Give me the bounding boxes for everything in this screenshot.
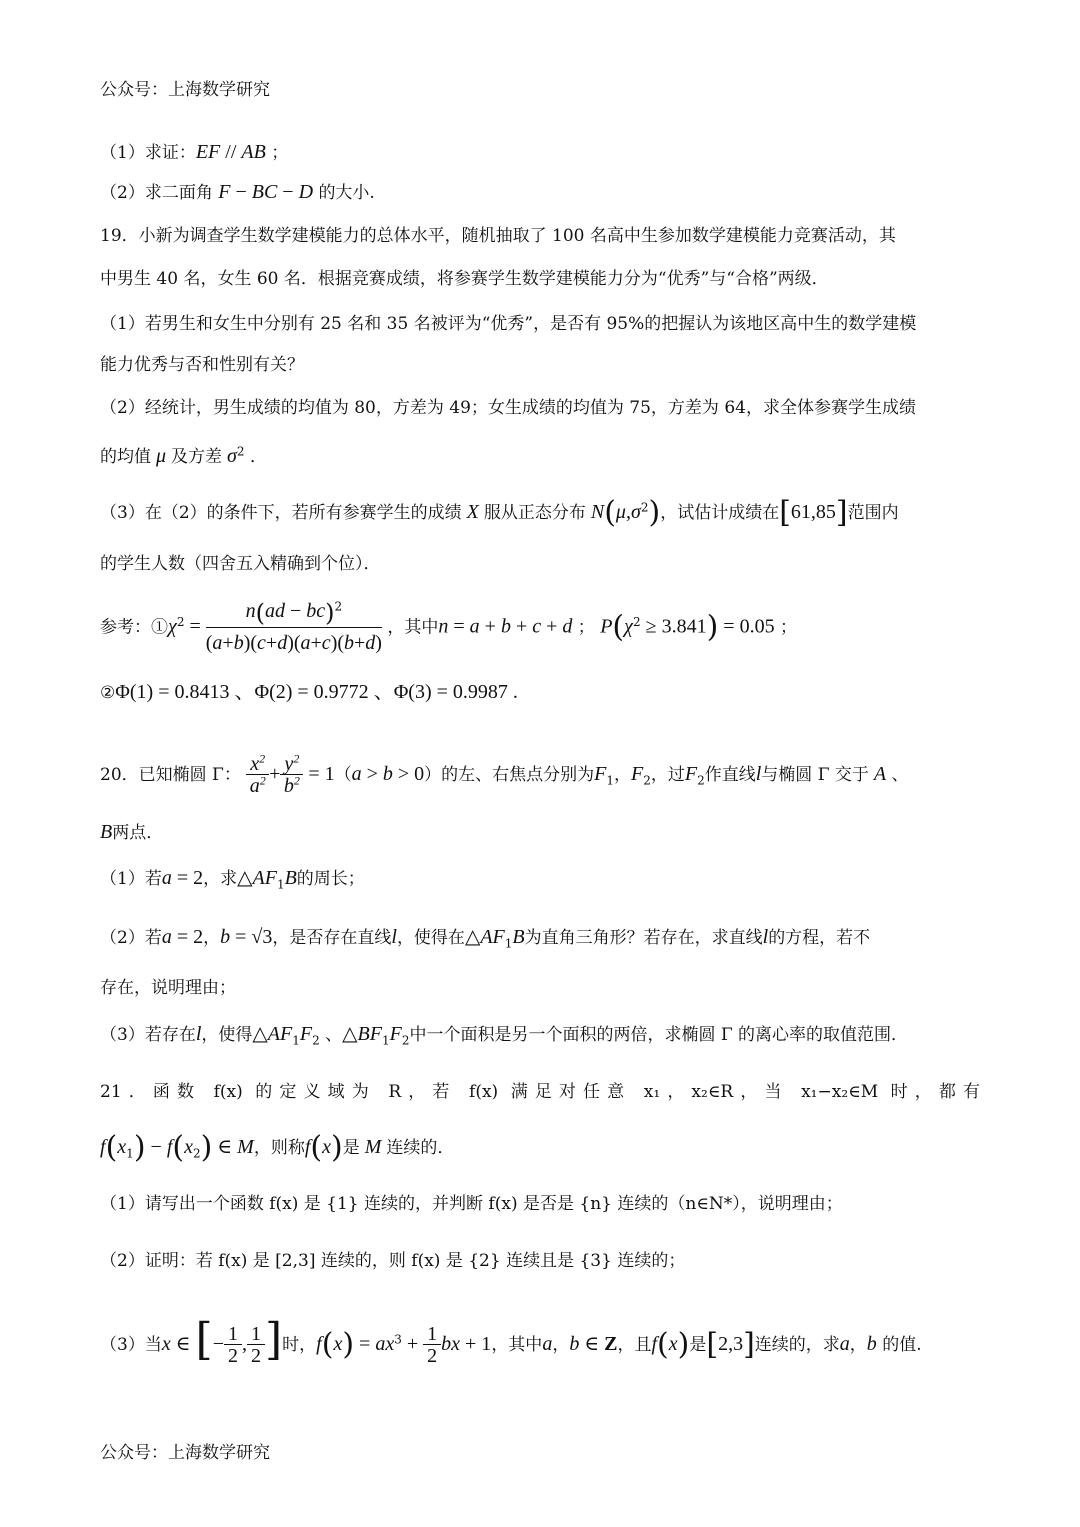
q21-part3-g: 的值. <box>882 1335 922 1355</box>
q18-part2-label: （2）求二面角 <box>100 183 213 203</box>
q21-part3-b: 时， <box>282 1335 317 1355</box>
q21-line2: $f(x_1) - f(x_2)$ ∈ M，则称f(x)是 M 连续的． <box>100 1130 455 1165</box>
page-header: 公众号：上海数学研究 <box>100 80 270 100</box>
q20-part2: （2）若a = 2，b = √3，是否存在直线l，使得在$\triangle AF_1B$为直角三角形？若存在，求直线l的方程，若不 <box>100 926 871 951</box>
q20-part2-b: ，是否存在直线 <box>272 928 392 948</box>
q20-part1-b: ，求 <box>203 869 238 889</box>
q21-line2-tail2: 是 <box>342 1138 360 1158</box>
page-footer: 公众号：上海数学研究 <box>100 1443 270 1463</box>
q19-line2: 中男生 40 名，女生 60 名．根据竞赛成绩，将参赛学生数学建模能力分为“优秀”与“合格”两级． <box>100 269 829 289</box>
q21-part3-d: ，且 <box>617 1335 652 1355</box>
q19-part3-b: 服从正态分布 <box>483 503 586 523</box>
q19-part3-a: （3）在（2）的条件下，若所有参赛学生的成绩 <box>100 503 462 523</box>
frac-x2-a2: $\frac{x^2}{a^2}$ <box>246 754 269 797</box>
q21-line2-tail: ，则称 <box>253 1138 305 1158</box>
q20-intro-c: ）的左、右焦点分别为 <box>424 765 595 785</box>
q20-intro-a: 20．已知椭圆 Γ： <box>100 765 241 785</box>
frac-y2-b2: $\frac{y^2}{b^2}$ <box>280 754 303 797</box>
q20-part2-d: 为直角三角形？若存在，求直线 <box>524 928 763 948</box>
q20-intro-b: （ <box>334 765 352 785</box>
q19-part2-line2b: 及方差 <box>171 447 223 467</box>
q20-part3-c: 中一个面积是另一个面积的两倍，求椭圆 Γ 的离心率的取值范围． <box>409 1025 909 1045</box>
q20-intro-f: 与椭圆 Γ 交于 <box>761 765 869 785</box>
q20-line2-text: 两点． <box>112 823 164 843</box>
q19-line1: 19．小新为调查学生数学建模能力的总体水平，随机抽取了 100 名高中生参加数学建模能力竞赛活动，其 <box>100 226 896 246</box>
phi-values: Φ(1) = 0.8413 、Φ(2) = 0.9772 、Φ(3) = 0.9987 . <box>115 681 518 703</box>
q20-part2-a: （2）若 <box>100 928 162 948</box>
q21-part1: （1）请写出一个函数 f(x) 是 {1} 连续的，并判断 f(x) 是否是 {n} 连续的（n∈N*），说明理由； <box>100 1194 843 1214</box>
q21-part3: （3）当x ∈ [− $\frac{1}{2}$ , $\frac{1}{2}$ ]时，$f(x) = ax^3$ + $\frac{1}{2}$ bx + 1，其中a，b ∈ Z，且f(x)是[2,3]连续的，求a，b 的值. <box>100 1314 922 1367</box>
chi-square-formula: $\frac{n(ad - bc)^2}{(a+b)(c+d)(a+c)(b+d)}$ <box>205 599 382 654</box>
q20-part3: （3）若存在l，使得$\triangle AF_1F_2$ 、$\triangle BF_1F_2$中一个面积是另一个面积的两倍，求椭圆 Γ 的离心率的取值范围． <box>100 1023 909 1048</box>
q20-intro-e: 作直线 <box>704 765 756 785</box>
q20-part3-b: ，使得 <box>201 1025 253 1045</box>
q19-part3-d: 范围内 <box>847 503 899 523</box>
q20-part2-e: 的方程，若不 <box>768 928 871 948</box>
q21-part3-a: （3）当 <box>100 1335 162 1355</box>
q19-part2-line2: 的均值 μ 及方差 $\sigma^2$ ． <box>100 444 267 467</box>
q19-part2-line1: （2）经统计，男生成绩的均值为 80，方差为 49；女生成绩的均值为 75，方差为 64，求全体参赛学生成绩 <box>100 398 916 418</box>
frac-one-half-neg: $\frac{1}{2}$ <box>224 1324 242 1367</box>
q18-part1-label: （1）求证： <box>100 143 196 163</box>
q21-part3-f: 连续的，求 <box>754 1335 840 1355</box>
q20-part1-a: （1）若 <box>100 869 162 889</box>
frac-one-half-b: $\frac{1}{2}$ <box>423 1324 441 1367</box>
q19-part1-line1: （1）若男生和女生中分别有 25 名和 35 名被评为“优秀”，是否有 95%的把握认为该地区高中生的数学建模 <box>100 314 917 334</box>
frac-one-half: $\frac{1}{2}$ <box>247 1324 265 1367</box>
q20-line2: B两点． <box>100 821 164 843</box>
q19-reference-mid: ，其中 <box>387 617 439 638</box>
q20-intro: 20．已知椭圆 Γ： $\frac{x^2}{a^2}$ + $\frac{y^2}{b^2}$ = 1（a > b > 0）的左、右焦点分别为$F_1$，$F_2$，过$F_2$作直线l与椭圆 Γ 交于 A 、 <box>100 751 909 797</box>
q20-part3-a: （3）若存在 <box>100 1025 196 1045</box>
q20-part1-c: 的周长； <box>296 869 365 889</box>
q19-reference-line2: ②Φ(1) = 0.8413 、Φ(2) = 0.9772 、Φ(3) = 0.9987 . <box>100 681 518 703</box>
q19-reference-line1: 参考：$①\chi^2$ = $\frac{n(ad - bc)^2}{(a+b)(c+d)(a+c)(b+d)}$ ，其中n = a + b + c + d ； $P(\chi^2 \ge 3.841) = 0.05$ ； <box>100 597 797 659</box>
q18-part1: （1）求证：EF // AB ； <box>100 141 289 163</box>
q20-intro-d: ，过 <box>650 765 685 785</box>
q19-part2-line2a: 的均值 <box>100 447 151 467</box>
q19-part3-line1: （3）在（2）的条件下，若所有参赛学生的成绩 X 服从正态分布 $N(\mu,\sigma^2)$，试估计成绩在[61,85]范围内 <box>100 495 899 530</box>
q19-part3-line2: 的学生人数（四舍五入精确到个位）． <box>100 554 381 574</box>
q18-part2-tail: 的大小. <box>318 183 375 203</box>
q21-line1: 21．函数 f(x) 的定义域为 R，若 f(x) 满足对任意 x₁，x₂∈R，当 x₁−x₂∈M 时，都有 <box>100 1082 980 1102</box>
q18-part2: （2）求二面角 F − BC − D 的大小. <box>100 181 375 203</box>
q20-part1: （1）若a = 2，求$\triangle AF_1B$的周长； <box>100 867 365 892</box>
q21-part3-c: ，其中 <box>491 1335 543 1355</box>
q21-part2: （2）证明：若 f(x) 是 [2,3] 连续的，则 f(x) 是 {2} 连续且是 {3} 连续的； <box>100 1251 686 1271</box>
q20-part2-c: ，使得在 <box>396 928 465 948</box>
q21-line2-tail3: 连续的． <box>386 1138 455 1158</box>
q19-part1-line2: 能力优秀与否和性别有关？ <box>100 355 304 375</box>
q21-part3-e: 是 <box>689 1335 707 1355</box>
q19-reference-label: 参考：① <box>100 617 168 638</box>
q20-part2-line2: 存在，说明理由； <box>100 978 236 998</box>
q19-part3-c: ，试估计成绩在 <box>660 503 780 523</box>
